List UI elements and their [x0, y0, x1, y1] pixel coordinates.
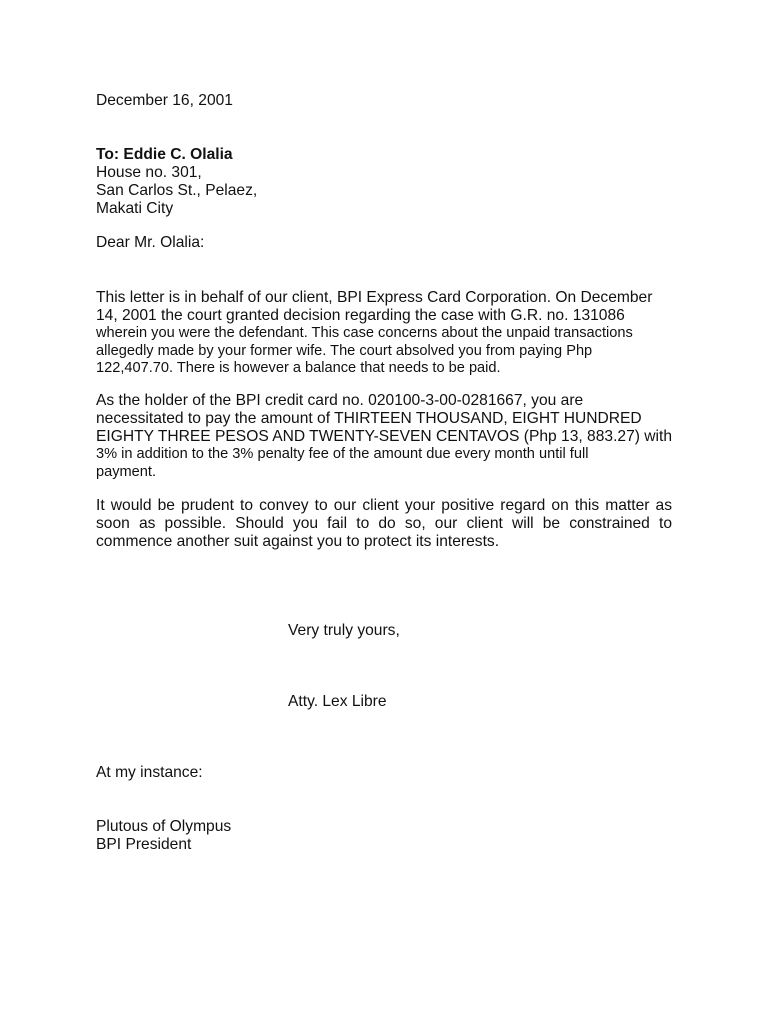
letter-date: December 16, 2001: [96, 92, 233, 109]
paragraph-line: allegedly made by your former wife. The court absolved you from paying Php: [96, 342, 593, 359]
paragraph-line: This letter is in behalf of our client, BPI Express Card Corporation. On December: [96, 289, 653, 306]
recipient-address-line: Makati City: [96, 200, 174, 217]
instance-signatory-block: [96, 818, 231, 854]
paragraph-line: As the holder of the BPI credit card no. 020100-3-00-0281667, you are: [96, 392, 584, 409]
paragraph-line: wherein you were the defendant. This case concerns about the unpaid transactions: [96, 325, 633, 341]
paragraph-line: 3% in addition to the 3% penalty fee of the amount due every month until full: [96, 446, 589, 462]
paragraph-line: EIGHTY THREE PESOS AND TWENTY-SEVEN CENTAVOS (Php 13, 883.27) with: [96, 428, 672, 445]
closing: Very truly yours,: [288, 622, 400, 639]
body-paragraph-3: It would be prudent to convey to our client your positive regard on this matter as soon as possible. Should you fail to do so, our client will be constrained to commence another suit against you to protect its interests.: [96, 497, 672, 550]
body-paragraph-1: [96, 289, 652, 378]
recipient-name: To: Eddie C. Olalia: [96, 146, 233, 163]
instance-title: BPI President: [96, 836, 192, 853]
signatory-name: Atty. Lex Libre: [288, 693, 387, 710]
body-paragraph-2: [96, 392, 672, 481]
paragraph-line: 122,407.70. There is however a balance that needs to be paid.: [96, 360, 501, 376]
paragraph-line: necessitated to pay the amount of THIRTEEN THOUSAND, EIGHT HUNDRED: [96, 410, 642, 427]
instance-label: At my instance:: [96, 764, 203, 781]
recipient-address-line: San Carlos St., Pelaez,: [96, 182, 258, 199]
recipient-block: [96, 146, 257, 218]
paragraph-line: payment.: [96, 463, 157, 480]
instance-name: Plutous of Olympus: [96, 818, 232, 835]
paragraph-line: 14, 2001 the court granted decision regarding the case with G.R. no. 131086: [96, 307, 625, 324]
recipient-address-line: House no. 301,: [96, 164, 202, 181]
salutation: Dear Mr. Olalia:: [96, 234, 205, 251]
